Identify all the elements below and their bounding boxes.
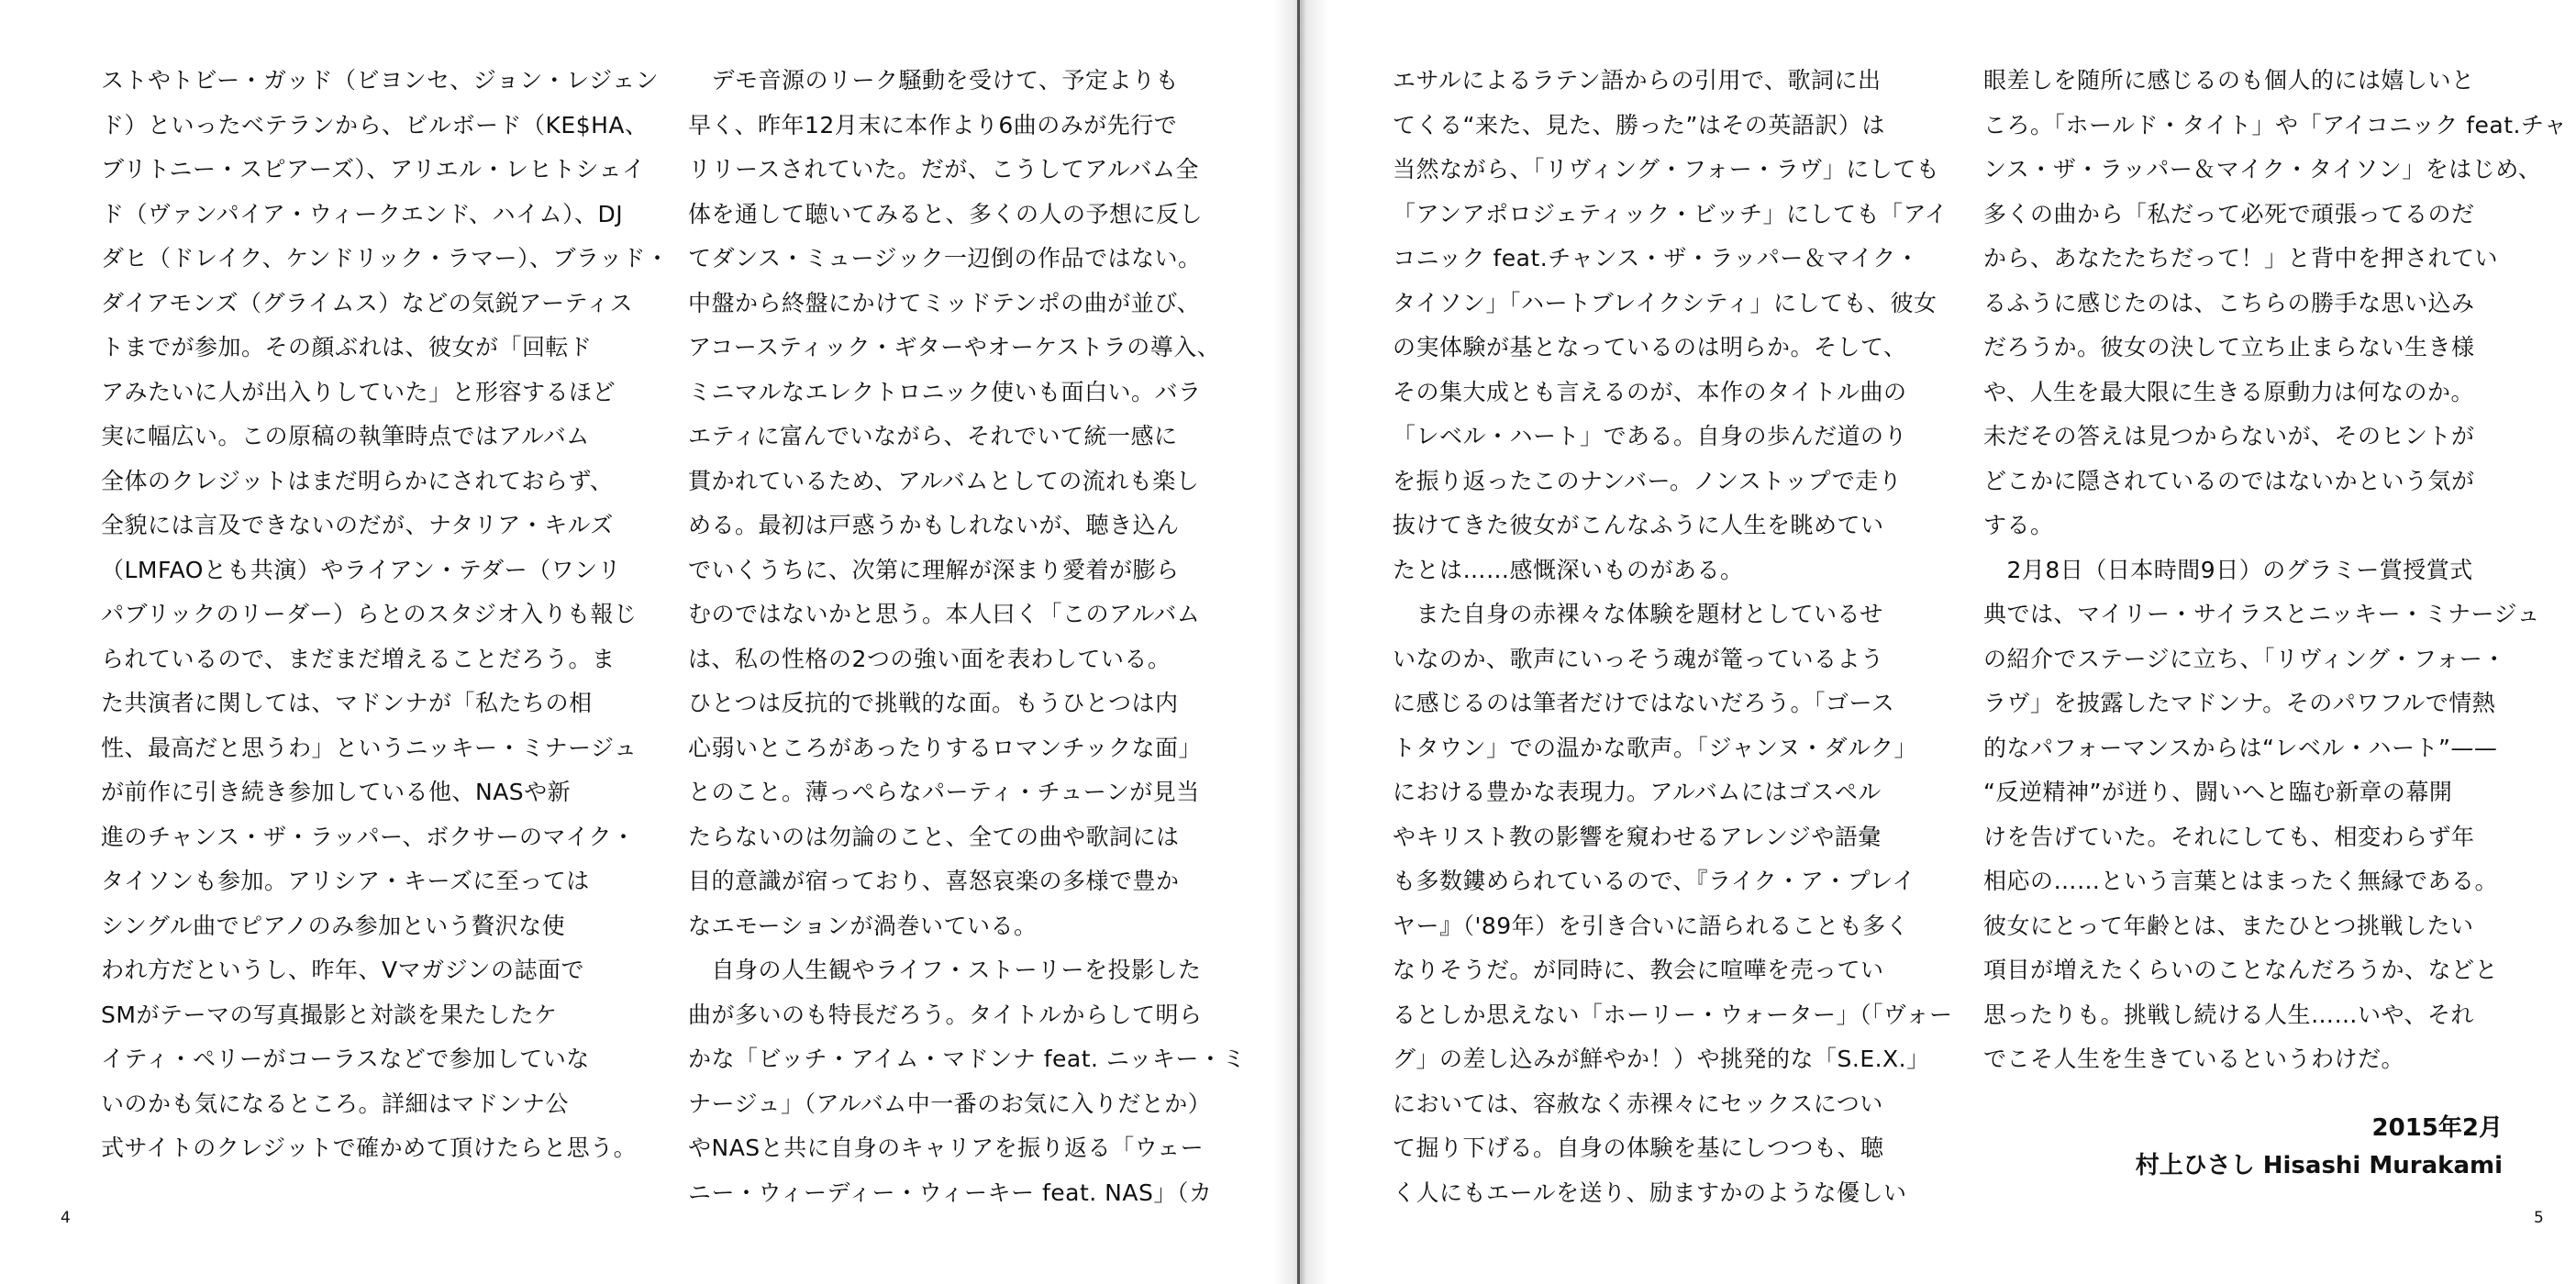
- text-line: 的なパフォーマンスからは“レベル・ハート”——: [1983, 734, 2498, 761]
- text-line: く人にもエールを送り、励ますかのような優しい: [1393, 1179, 1907, 1206]
- text-line: 多くの曲から「私だって必死で頑張ってるのだ: [1983, 200, 2475, 227]
- text-line: エサルによるラテン語からの引用で、歌詞に出: [1393, 67, 1882, 94]
- text-line: た共演者に関しては、マドンナが「私たちの相: [101, 690, 593, 716]
- text-line: 全貌には言及できないのだが、ナタリア・キルズ: [101, 512, 614, 538]
- text-line: 2月8日（日本時間9日）のグラミー賞授賞式: [1983, 556, 2473, 583]
- text-line: 目的意識が宿っており、喜怒哀楽の多様で豊か: [688, 868, 1180, 894]
- text-column-4: [1983, 59, 2568, 1159]
- text-line: （LMFAOとも共演）やライアン・テダー（ワンリ: [101, 556, 622, 583]
- text-line: パブリックのリーダー）らとのスタジオ入りも報じ: [101, 601, 638, 627]
- text-line: は、私の性格の2つの強い面を表わしている。: [688, 645, 1171, 672]
- text-line: や、人生を最大限に生きる原動力は何なのか。: [1983, 378, 2475, 405]
- text-line: けを告げていた。それにしても、相変わらず年: [1983, 823, 2475, 850]
- text-line: るとしか思えない「ホーリー・ウォーター」（「ヴォー: [1393, 1001, 1953, 1028]
- text-line: また自身の赤裸々な体験を題材としているせ: [1393, 601, 1883, 627]
- text-line: だろうか。彼女の決して立ち止まらない生き様: [1983, 334, 2475, 360]
- text-line: かな「ビッチ・アイム・マドンナ feat. ニッキー・ミ: [688, 1046, 1246, 1072]
- text-line: 思ったりも。挑戦し続ける人生……いや、それ: [1983, 1001, 2475, 1028]
- text-line: やキリスト教の影響を窺わせるアレンジや語彙: [1393, 823, 1882, 850]
- text-line: 当然ながら、「リヴィング・フォー・ラヴ」にしても: [1393, 156, 1940, 183]
- text-line: タイソンも参加。アリシア・キーズに至っては: [101, 868, 590, 894]
- text-line: られているので、まだまだ増えることだろう。ま: [101, 645, 616, 672]
- text-line: ブリトニー・スピアーズ）、アリエル・レヒトシェイ: [101, 156, 646, 183]
- text-line: 相応の……という言葉とはまったく無縁である。: [1983, 868, 2499, 894]
- text-line: ナージュ」（アルバム中一番のお気に入りだとか）: [688, 1090, 1212, 1117]
- text-line: める。最初は戸惑うかもしれないが、聴き込ん: [688, 512, 1180, 538]
- text-line: 式サイトのクレジットで確かめて頂けたらと思う。: [101, 1135, 638, 1161]
- text-line: 性、最高だと思うわ」というニッキー・ミナージュ: [101, 734, 638, 761]
- text-line: その集大成とも言えるのが、本作のタイトル曲の: [1393, 378, 1907, 405]
- page-gutter: [1273, 0, 1328, 1284]
- text-line: 体を通して聴いてみると、多くの人の予想に反し: [688, 200, 1204, 227]
- text-column-3: [1393, 59, 1954, 1206]
- text-line: の実体験が基となっているのは明らか。そして、: [1393, 334, 1907, 360]
- text-column-1: [101, 59, 670, 1161]
- text-line: 「レベル・ハート」である。自身の歩んだ道のり: [1393, 423, 1908, 449]
- text-line: ダイアモンズ（グライムス）などの気鋭アーティス: [101, 289, 634, 316]
- text-line: 典では、マイリー・サイラスとニッキー・ミナージュ: [1983, 601, 2541, 627]
- text-line: トタウン」での温かな歌声。「ジャンヌ・ダルク」: [1393, 734, 1918, 761]
- text-line: シングル曲でピアノのみ参加という贅沢な使: [101, 912, 566, 939]
- text-line: 中盤から終盤にかけてミッドテンポの曲が並び、: [688, 289, 1201, 316]
- text-line: なりそうだ。が同時に、教会に喧嘩を売ってい: [1393, 957, 1884, 983]
- text-line: なエモーションが渦巻いている。: [688, 912, 1038, 939]
- text-line: においては、容赦なく赤裸々にセックスについ: [1393, 1090, 1883, 1117]
- text-line: ストやトビー・ガッド（ビヨンセ、ジョン・レジェン: [101, 67, 660, 94]
- text-line: SMがテーマの写真撮影と対談を果たしたケ: [101, 1001, 558, 1028]
- text-line: に感じるのは筆者だけではないだろう。「ゴース: [1393, 690, 1895, 716]
- text-line: ラヴ」を披露したマドンナ。そのパワフルで情熱: [1983, 690, 2496, 716]
- text-line: いなのか、歌声にいっそう魂が篭っているよう: [1393, 645, 1884, 672]
- page-number-right: 5: [2534, 1209, 2544, 1227]
- text-line: ニー・ウィーディー・ウィーキー feat. NAS」（カ: [688, 1179, 1213, 1206]
- text-line: も多数鏤められているので、『ライク・ア・プレイ: [1393, 868, 1916, 894]
- text-line: タイソン」「ハートブレイクシティ」にしても、彼女: [1393, 289, 1938, 316]
- text-column-2: [688, 59, 1249, 1206]
- text-line: を振り返ったこのナンバー。ノンストップで走り: [1393, 467, 1903, 494]
- signature-date: 2015年2月: [2371, 1114, 2503, 1142]
- text-line: るふうに感じたのは、こちらの勝手な思い込み: [1983, 289, 2475, 316]
- text-line: 実に幅広い。この原稿の執筆時点ではアルバム: [101, 423, 590, 449]
- text-line: とのこと。薄っぺらなパーティ・チューンが見当: [688, 779, 1200, 805]
- text-line: コニック feat.チャンス・ザ・ラッパー＆マイク・: [1393, 245, 1920, 271]
- text-line: 「アンアポロジェティック・ビッチ」にしても「アイ: [1393, 200, 1949, 227]
- text-line: ダヒ（ドレイク、ケンドリック・ラマー）、ブラッド・: [101, 245, 670, 271]
- text-line: 未だその答えは見つからないが、そのヒントが: [1983, 423, 2475, 449]
- text-line: たらないのは勿論のこと、全ての曲や歌詞には: [688, 823, 1180, 850]
- text-line: てくる“来た、見た、勝った”はその英語訳）は: [1393, 111, 1885, 138]
- text-line: いのかも気になるところ。詳細はマドンナ公: [101, 1090, 570, 1117]
- text-line: アコースティック・ギターやオーケストラの導入、: [688, 334, 1221, 360]
- text-line: 早く、昨年12月末に本作より6曲のみが先行で: [688, 111, 1178, 138]
- text-line: て掘り下げる。自身の体験を基にしつつも、聴: [1393, 1135, 1884, 1161]
- text-line: が前作に引き続き参加している他、NASや新: [101, 779, 572, 805]
- text-line: ミニマルなエレクトロニック使いも面白い。バラ: [688, 378, 1202, 405]
- text-line: 貫かれているため、アルバムとしての流れも楽し: [688, 467, 1200, 494]
- text-line: でいくうちに、次第に理解が深まり愛着が膨ら: [688, 556, 1180, 583]
- text-line: から、あなたたちだって！」と背中を押されてい: [1983, 245, 2499, 271]
- text-line: ド）といったベテランから、ビルボード（KE$HA、: [101, 111, 649, 138]
- text-line: 自身の人生観やライフ・ストーリーを投影した: [688, 957, 1202, 983]
- text-line: 彼女にとって年齢とは、またひとつ挑戦したい: [1983, 912, 2474, 939]
- text-line: てダンス・ミュージック一辺倒の作品ではない。: [688, 245, 1202, 271]
- text-line: たとは……感慨深いものがある。: [1393, 556, 1744, 583]
- text-line: 曲が多いのも特長だろう。タイトルからして明ら: [688, 1001, 1203, 1028]
- gutter-fold-line: [1297, 0, 1300, 1284]
- text-line: アみたいに人が出入りしていた」と形容するほど: [101, 378, 616, 405]
- text-line: ころ。「ホールド・タイト」や「アイコニック feat.チャ: [1983, 111, 2568, 138]
- text-line: グ」の差し込みが鮮やか！）や挑発的な「S.E.X.」: [1393, 1046, 1930, 1072]
- text-line: における豊かな表現力。アルバムにはゴスペル: [1393, 779, 1882, 805]
- text-line: 進のチャンス・ザ・ラッパー、ボクサーのマイク・: [101, 823, 636, 850]
- signature-author: 村上ひさし Hisashi Murakami: [2135, 1152, 2503, 1179]
- text-line: やNASと共に自身のキャリアを振り返る「ウェー: [688, 1135, 1205, 1161]
- text-line: われ方だというし、昨年、Vマガジンの誌面で: [101, 957, 584, 983]
- text-line: トまでが参加。その顔ぶれは、彼女が「回転ド: [101, 334, 593, 360]
- text-line: ド（ヴァンパイア・ウィークエンド、ハイム）、DJ: [101, 200, 624, 227]
- text-line: イティ・ペリーがコーラスなどで参加していな: [101, 1046, 590, 1072]
- text-line: でこそ人生を生きているというわけだ。: [1983, 1046, 2405, 1072]
- text-line: 心弱いところがあったりするロマンチックな面」: [688, 734, 1203, 761]
- text-line: ひとつは反抗的で挑戦的な面。もうひとつは内: [688, 690, 1179, 716]
- text-line: の紹介でステージに立ち、「リヴィング・フォー・: [1983, 645, 2506, 672]
- text-line: どこかに隠されているのではないかという気が: [1983, 467, 2475, 494]
- text-line: 眼差しを随所に感じるのも個人的には嬉しいと: [1983, 67, 2475, 94]
- text-line: エティに富んでいながら、それでいて統一感に: [688, 423, 1178, 449]
- text-line: “反逆精神”が迸り、闘いへと臨む新章の幕開: [1983, 779, 2453, 805]
- text-line: 抜けてきた彼女がこんなふうに人生を眺めてい: [1393, 512, 1884, 538]
- text-line: ヤー』（'89年）を引き合いに語られることも多く: [1393, 912, 1910, 939]
- text-line: リリースされていた。だが、こうしてアルバム全: [688, 156, 1200, 183]
- page-number-left: 4: [61, 1209, 71, 1227]
- text-line: 全体のクレジットはまだ明らかにされておらず、: [101, 467, 614, 494]
- text-line: ンス・ザ・ラッパー＆マイク・タイソン」をはじめ、: [1983, 156, 2542, 183]
- text-line: する。: [1983, 512, 2054, 538]
- text-line: むのではないかと思う。本人曰く「このアルバム: [688, 601, 1201, 627]
- text-line: 項目が増えたくらいのことなんだろうか、などと: [1983, 957, 2499, 983]
- text-line: デモ音源のリーク騒動を受けて、予定よりも: [688, 67, 1180, 94]
